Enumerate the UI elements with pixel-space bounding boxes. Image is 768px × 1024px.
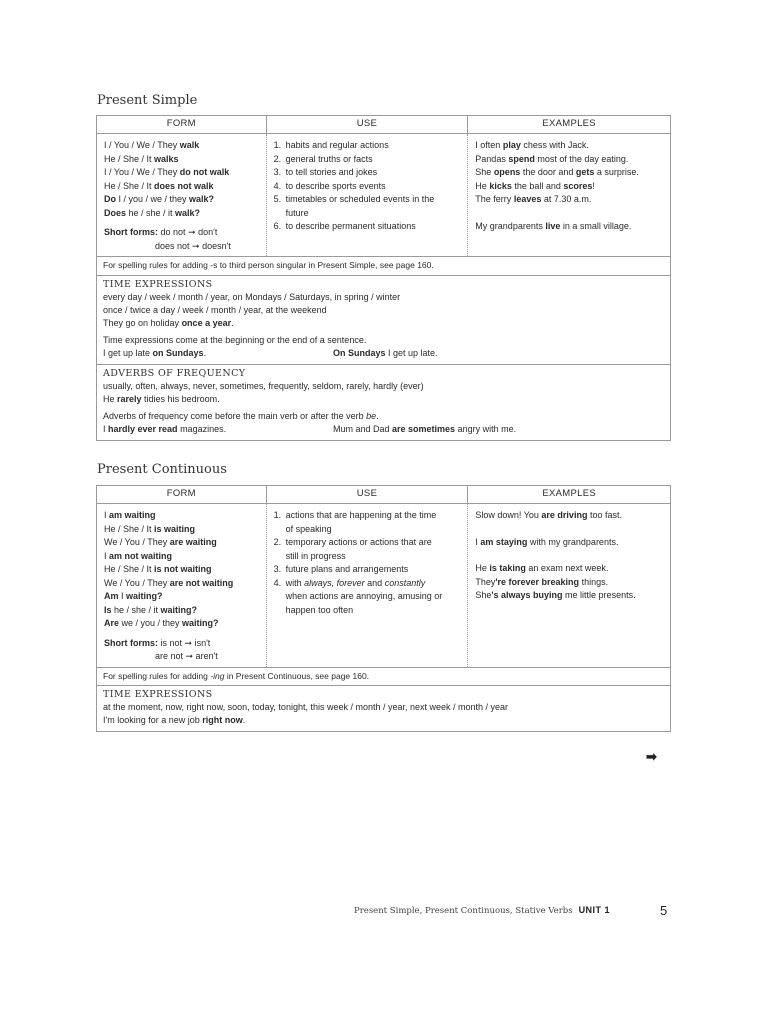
example-line: The ferry leaves at 7.30 a.m. [475,194,592,204]
unit-label: UNIT 1 [578,905,611,915]
present-continuous-title: Present Continuous [97,462,227,477]
form-header: FORM [97,116,267,134]
form-line: He / She / It walks [104,153,179,164]
time-expressions-rule: Time expressions come at the beginning or the end of a sentence. [103,334,367,345]
example-line: He kicks the ball and scores! [475,180,595,191]
use-item: 1. habits and regular actions [273,140,389,150]
use-item: 5. timetables or scheduled events in the future [273,194,435,218]
example-line: I am staying with my grandparents. [475,536,619,547]
form-column [97,504,267,668]
adverbs-title: ADVERBS OF FREQUENCY [103,367,246,379]
page-number: 5 [660,903,668,918]
form-line: Are we / you / they waiting? [104,618,219,628]
present-continuous-table [96,485,671,732]
form-line: He / She / It does not walk [104,180,214,191]
form-line: He / She / It is waiting [104,523,196,534]
page-footer [354,905,610,916]
form-line: I am not waiting [104,550,173,561]
time-expressions-line: once / twice a day / week / month / year, at the weekend [103,304,327,315]
example-line: She opens the door and gets a surprise. [475,167,639,177]
form-line: He / She / It is not waiting [104,564,212,574]
example-line: She's always buying me little presents. [475,590,636,600]
spelling-note: For spelling rules for adding -ing in Present Continuous, see page 160. [97,667,671,686]
time-expressions-title: TIME EXPRESSIONS [103,278,213,290]
use-column [266,134,468,257]
adverbs-rule: Adverbs of frequency come before the main verb or after the verb be. [103,410,379,421]
time-expressions-block [97,686,671,732]
adverbs-example: He rarely tidies his bedroom. [103,393,220,404]
use-item: 4. to describe sports events [273,180,386,191]
adverbs-examples: I hardly ever read magazines. Mum and Dad are sometimes angry with me. [103,423,517,434]
present-simple-title: Present Simple [97,93,198,108]
use-item: 6. to describe permanent situations [273,221,416,231]
time-expressions-example: They go on holiday once a year. [103,317,234,328]
use-item: 3. to tell stories and jokes [273,167,378,177]
form-column [97,134,267,257]
time-expressions-line: at the moment, now, right now, soon, today, tonight, this week / month / year, next week / month / year [103,702,509,712]
example-line: My grandparents live in a small village. [475,220,632,231]
form-line: I am waiting [104,510,156,520]
time-expressions-title: TIME EXPRESSIONS [103,689,213,700]
time-expressions-examples: I get up late on Sundays. On Sundays I get up late. [103,347,438,358]
example-line: They're forever breaking things. [475,576,609,587]
example-line: Pandas spend most of the day eating. [475,153,629,164]
next-page-arrow-icon: ➡ [646,749,657,764]
use-item: 1. actions that are happening at the time of speaking [273,510,437,534]
use-column [266,504,468,668]
short-forms-2: does not ➞ doesn't [155,240,231,251]
short-forms: Short forms: is not ➞ isn't [104,637,211,648]
form-line: Do I / you / we / they walk? [104,194,215,204]
example-line: I often play chess with Jack. [475,140,589,150]
examples-header: EXAMPLES [468,116,671,134]
short-forms-2: are not ➞ aren't [155,651,218,661]
time-expressions-example: I'm looking for a new job right now. [103,715,246,725]
use-header: USE [266,116,468,134]
examples-header: EXAMPLES [468,486,671,504]
form-line: We / You / They are waiting [104,537,217,547]
form-line: We / You / They are not waiting [104,577,234,588]
time-expressions-block [97,275,671,364]
form-header: FORM [97,486,267,504]
spelling-note: For spelling rules for adding -s to third person singular in Present Simple, see page 160. [97,257,671,276]
use-item: 3. future plans and arrangements [273,564,409,574]
present-simple-table [96,115,671,441]
use-item: 4. with always, forever and constantly when actions are annoying, amusing or happen too often [273,577,443,615]
footer-text: Present Simple, Present Continuous, Stative Verbs [354,906,573,916]
time-expressions-line: every day / week / month / year, on Mondays / Saturdays, in spring / winter [103,291,401,302]
use-item: 2. temporary actions or actions that are still in progress [273,537,432,561]
form-line: I / You / We / They do not walk [104,167,230,177]
form-line: Am I waiting? [104,591,163,601]
example-line: Slow down! You are driving too fast. [475,510,622,520]
adverbs-list: usually, often, always, never, sometimes, frequently, seldom, rarely, hardly (ever) [103,380,424,391]
use-header: USE [266,486,468,504]
examples-column [468,504,671,668]
examples-column [468,134,671,257]
use-item: 2. general truths or facts [273,153,373,164]
adverbs-block [97,364,671,440]
example-line: He is taking an exam next week. [475,563,609,573]
short-forms: Short forms: do not ➞ don't [104,227,218,237]
form-line: Is he / she / it waiting? [104,604,198,615]
form-line: I / You / We / They walk [104,140,200,150]
form-line: Does he / she / it walk? [104,207,201,218]
